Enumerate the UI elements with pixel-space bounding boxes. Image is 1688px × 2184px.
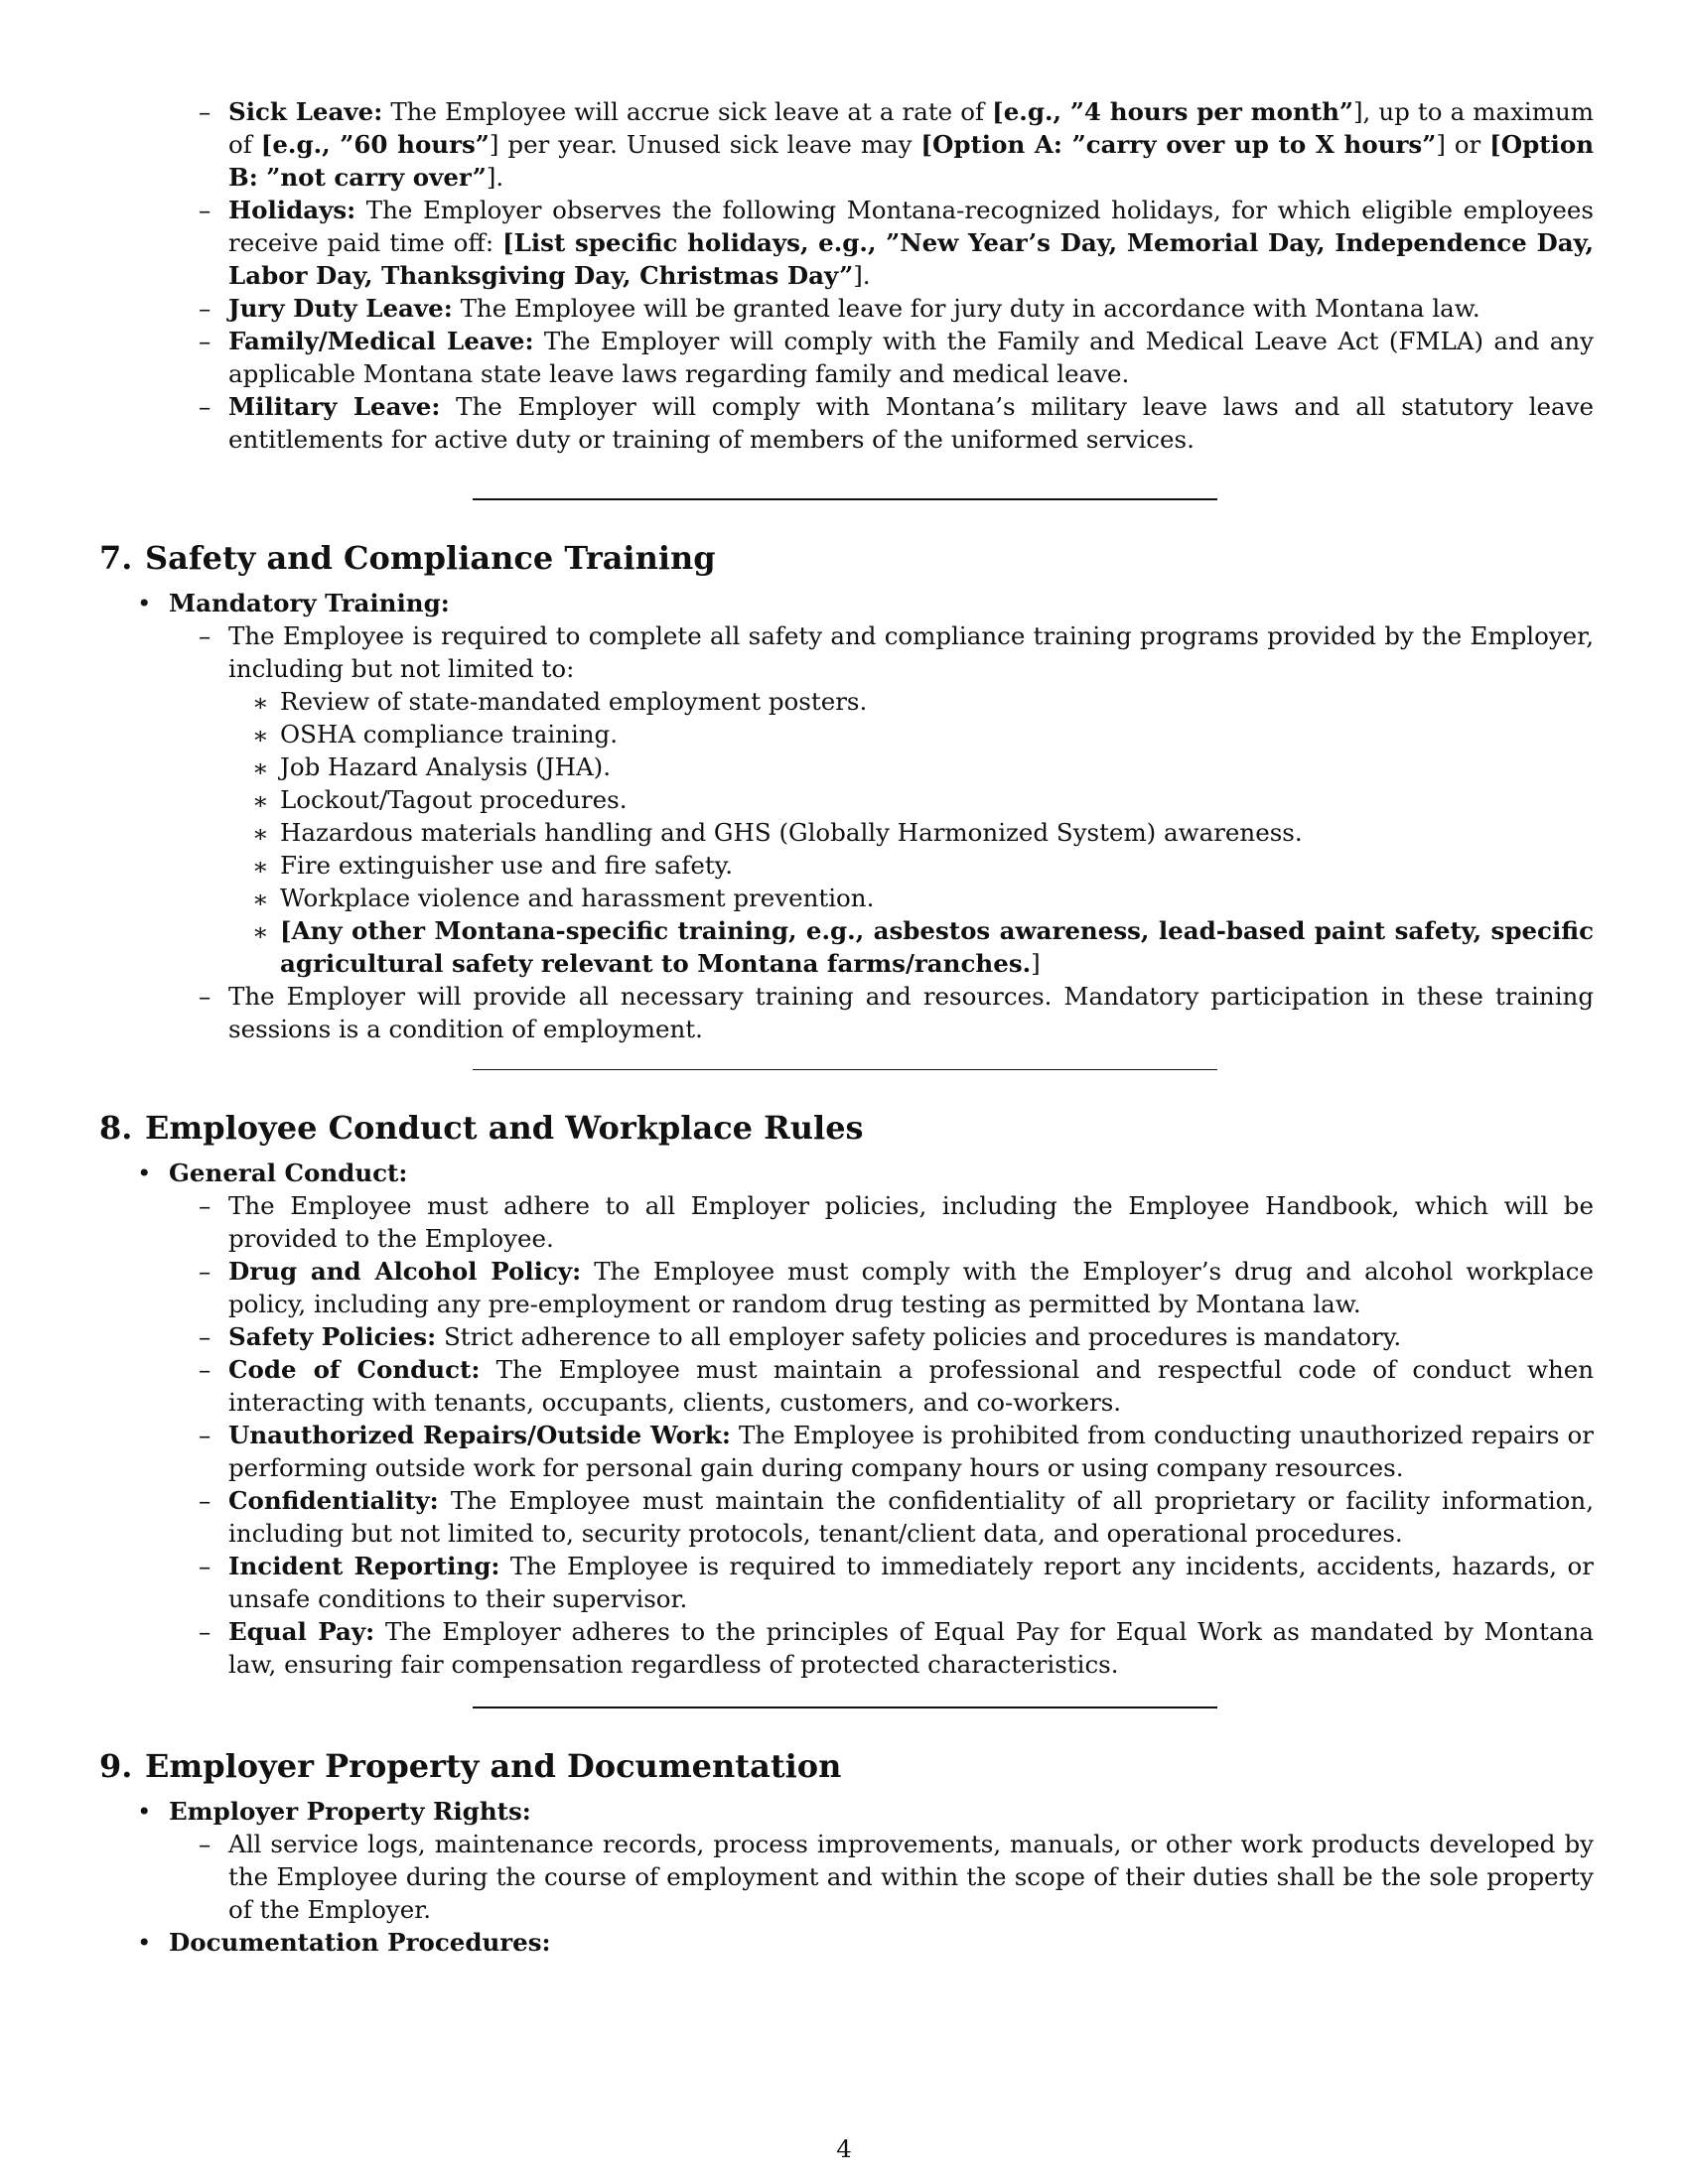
conduct-item-text: The Employee must maintain the confidentiality of all proprietary or facility information, including but not limited to, security protocols, tenant/client data, and operational procedures. [228, 1486, 1594, 1549]
bullet-marker: • [137, 1928, 152, 1958]
conduct-item-label: Safety Policies: [228, 1322, 437, 1352]
bullet-marker: • [137, 1159, 152, 1188]
dash-marker: – [199, 1421, 211, 1450]
training-item: OSHA compliance training. [280, 720, 619, 749]
conduct-item-text: Strict adherence to all employer safety policies and procedures is mandatory. [436, 1322, 1402, 1352]
training-item: Lockout/Tagout procedures. [280, 785, 628, 814]
list-item [199, 1189, 1594, 1255]
list-item [252, 718, 1594, 751]
conduct-item-label: Confidentiality: [228, 1486, 439, 1516]
section-number: 8. [99, 1109, 133, 1148]
dash-marker: – [199, 392, 211, 421]
list-item [137, 587, 1594, 619]
sick-leave-text: The Employee will accrue sick leave at a rate of [382, 97, 993, 126]
sick-leave-placeholder: [Option B: ”not carry over” [228, 130, 1595, 192]
training-placeholder: [Any other Montana-specific training, e.g., asbestos awareness, lead-based paint safety, specific agricultural safety relevant to Montana farms/ranches. [280, 916, 1594, 978]
conduct-item-label: Code of Conduct: [228, 1355, 481, 1385]
list-item [252, 914, 1594, 980]
dash-marker: – [199, 1830, 211, 1859]
star-marker: ∗ [252, 721, 269, 750]
section-heading-9 [99, 1746, 1589, 1786]
sick-leave-text: ] per year. Unused sick leave may [489, 130, 921, 159]
section-number: 7. [99, 539, 133, 577]
policies-text: The Employee must adhere to all Employer policies, including the Employee Handbook, which will be provided to the Employee. [228, 1191, 1594, 1254]
jury-duty-label: Jury Duty Leave: [228, 294, 453, 323]
list-item [199, 1550, 1594, 1615]
training-list [99, 587, 1594, 1045]
list-item [137, 1157, 1594, 1189]
family-medical-text: The Employer will comply with the Family and Medical Leave Act (FMLA) and any applicable Montana state leave laws regarding family and medical leave. [228, 327, 1594, 388]
conduct-list [99, 1157, 1595, 1681]
section-title: Employer Property and Documentation [145, 1747, 842, 1786]
conduct-item-label: Incident Reporting: [228, 1552, 500, 1581]
list-item [199, 1255, 1595, 1320]
list-item [252, 882, 1594, 914]
list-item [199, 292, 1594, 325]
star-marker: ∗ [252, 819, 269, 848]
training-item: Review of state-mandated employment posters. [280, 687, 868, 716]
training-item: Fire extinguisher use and fire safety. [280, 851, 734, 880]
list-item [199, 95, 1595, 194]
bullet-marker: • [137, 1797, 152, 1827]
conduct-item-label: Unauthorized Repairs/Outside Work: [228, 1421, 731, 1450]
list-item [252, 849, 1594, 882]
bullet-marker: • [137, 589, 152, 617]
section-title: Safety and Compliance Training [145, 539, 716, 577]
list-item [252, 751, 1594, 783]
dash-marker: – [199, 621, 211, 650]
page-number: 4 [836, 2134, 852, 2163]
dash-marker: – [199, 1486, 211, 1516]
dash-marker: – [199, 327, 211, 355]
star-marker: ∗ [252, 852, 269, 881]
holidays-text: ]. [853, 261, 871, 290]
list-item [199, 1484, 1594, 1550]
dash-marker: – [199, 1617, 211, 1647]
list-item [199, 325, 1594, 390]
star-marker: ∗ [252, 917, 269, 946]
military-leave-label: Military Leave: [228, 392, 441, 421]
training-closing: The Employer will provide all necessary training and resources. Mandatory participation in these training sessions is a condition of employment. [228, 982, 1594, 1043]
list-item [199, 1353, 1595, 1419]
conduct-item-text: The Employee must comply with the Employer’s drug and alcohol workplace policy, including any pre-employment or random drug testing as permitted by Montana law. [228, 1257, 1595, 1319]
military-leave-text: The Employer will comply with Montana’s military leave laws and all statutory leave entitlements for active duty or training of members of the uniformed services. [228, 392, 1595, 454]
dash-marker: – [199, 982, 211, 1011]
sick-leave-placeholder: [e.g., ”4 hours per month” [992, 97, 1353, 126]
holidays-label: Holidays: [228, 196, 356, 224]
jury-duty-text: The Employee will be granted leave for jury duty in accordance with Montana law. [452, 294, 1480, 323]
property-rights-label: Employer Property Rights: [169, 1797, 531, 1827]
dash-marker: – [199, 196, 211, 224]
training-item: Job Hazard Analysis (JHA). [280, 752, 612, 781]
list-item [252, 783, 1594, 816]
list-item [199, 194, 1594, 292]
star-marker: ∗ [252, 885, 269, 913]
dash-marker: – [199, 1322, 211, 1352]
holidays-placeholder: [List specific holidays, e.g., ”New Year’s Day, Memorial Day, Independence Day, Labor Day, Thanksgiving Day, Christmas Day” [228, 228, 1594, 290]
list-item [252, 816, 1594, 849]
conduct-item-text: The Employee must maintain a professional and respectful code of conduct when interacting with tenants, occupants, clients, customers, and co-workers. [228, 1355, 1595, 1418]
property-list [99, 1795, 1594, 1959]
sick-leave-label: Sick Leave: [228, 97, 383, 126]
conduct-item-text: The Employee is required to immediately report any incidents, accidents, hazards, or unsafe conditions to their supervisor. [228, 1552, 1594, 1614]
dash-marker: – [199, 1552, 211, 1581]
star-marker: ∗ [252, 753, 269, 782]
page-content [99, 95, 1595, 1959]
leave-list [99, 95, 1595, 456]
sick-leave-placeholder: [e.g., ”60 hours” [260, 130, 490, 159]
dash-marker: – [199, 97, 211, 126]
star-marker: ∗ [252, 786, 269, 815]
documentation-procedures-label: Documentation Procedures: [169, 1928, 551, 1958]
list-item [137, 1926, 1594, 1959]
holidays-text: The Employer observes the following Montana-recognized holidays, for which eligible employees receive paid time off: [228, 196, 1594, 257]
list-item [137, 1795, 1594, 1828]
training-intro: The Employee is required to complete all safety and compliance training programs provided by the Employer, including but not limited to: [228, 621, 1594, 683]
list-item [199, 619, 1594, 685]
conduct-item-text: The Employee is prohibited from conducting unauthorized repairs or performing outside work for personal gain during company hours or using company resources. [228, 1421, 1595, 1483]
list-item [199, 1615, 1594, 1681]
list-item [252, 685, 1594, 718]
conduct-item-label: Equal Pay: [228, 1617, 375, 1647]
star-marker: ∗ [252, 688, 269, 717]
dash-marker: – [199, 1257, 211, 1287]
general-conduct-label: General Conduct: [169, 1159, 408, 1188]
property-rights-text: All service logs, maintenance records, process improvements, manuals, or other work products developed by the Employee during the course of employment and within the scope of their duties shall be the sole property of the Employer. [228, 1830, 1594, 1925]
section-heading-7 [99, 538, 1589, 578]
section-heading-8 [99, 1108, 1589, 1148]
family-medical-label: Family/Medical Leave: [228, 327, 534, 355]
dash-marker: – [199, 294, 211, 323]
sick-leave-text: ], up to a maximum of [228, 97, 1594, 159]
training-item: Hazardous materials handling and GHS (Globally Harmonized System) awareness. [280, 818, 1303, 847]
section-title: Employee Conduct and Workplace Rules [145, 1109, 864, 1148]
list-item [199, 1320, 1594, 1353]
mandatory-training-label: Mandatory Training: [169, 589, 450, 617]
list-item [199, 390, 1595, 456]
list-item [199, 980, 1594, 1045]
sick-leave-text: ]. [486, 163, 504, 192]
list-item [199, 1828, 1594, 1926]
sick-leave-text: ] or [1436, 130, 1490, 159]
dash-marker: – [199, 1355, 211, 1385]
conduct-item-text: The Employer adheres to the principles of Equal Pay for Equal Work as mandated by Montana law, ensuring fair compensation regardless of protected characteristics. [228, 1617, 1594, 1680]
section-number: 9. [99, 1747, 133, 1786]
dash-marker: – [199, 1191, 211, 1221]
sick-leave-placeholder: [Option A: ”carry over up to X hours” [920, 130, 1437, 159]
list-item [199, 1419, 1595, 1484]
training-item: Workplace violence and harassment prevention. [280, 884, 875, 912]
training-placeholder-close: ] [1031, 949, 1041, 978]
conduct-item-label: Drug and Alcohol Policy: [228, 1257, 582, 1287]
